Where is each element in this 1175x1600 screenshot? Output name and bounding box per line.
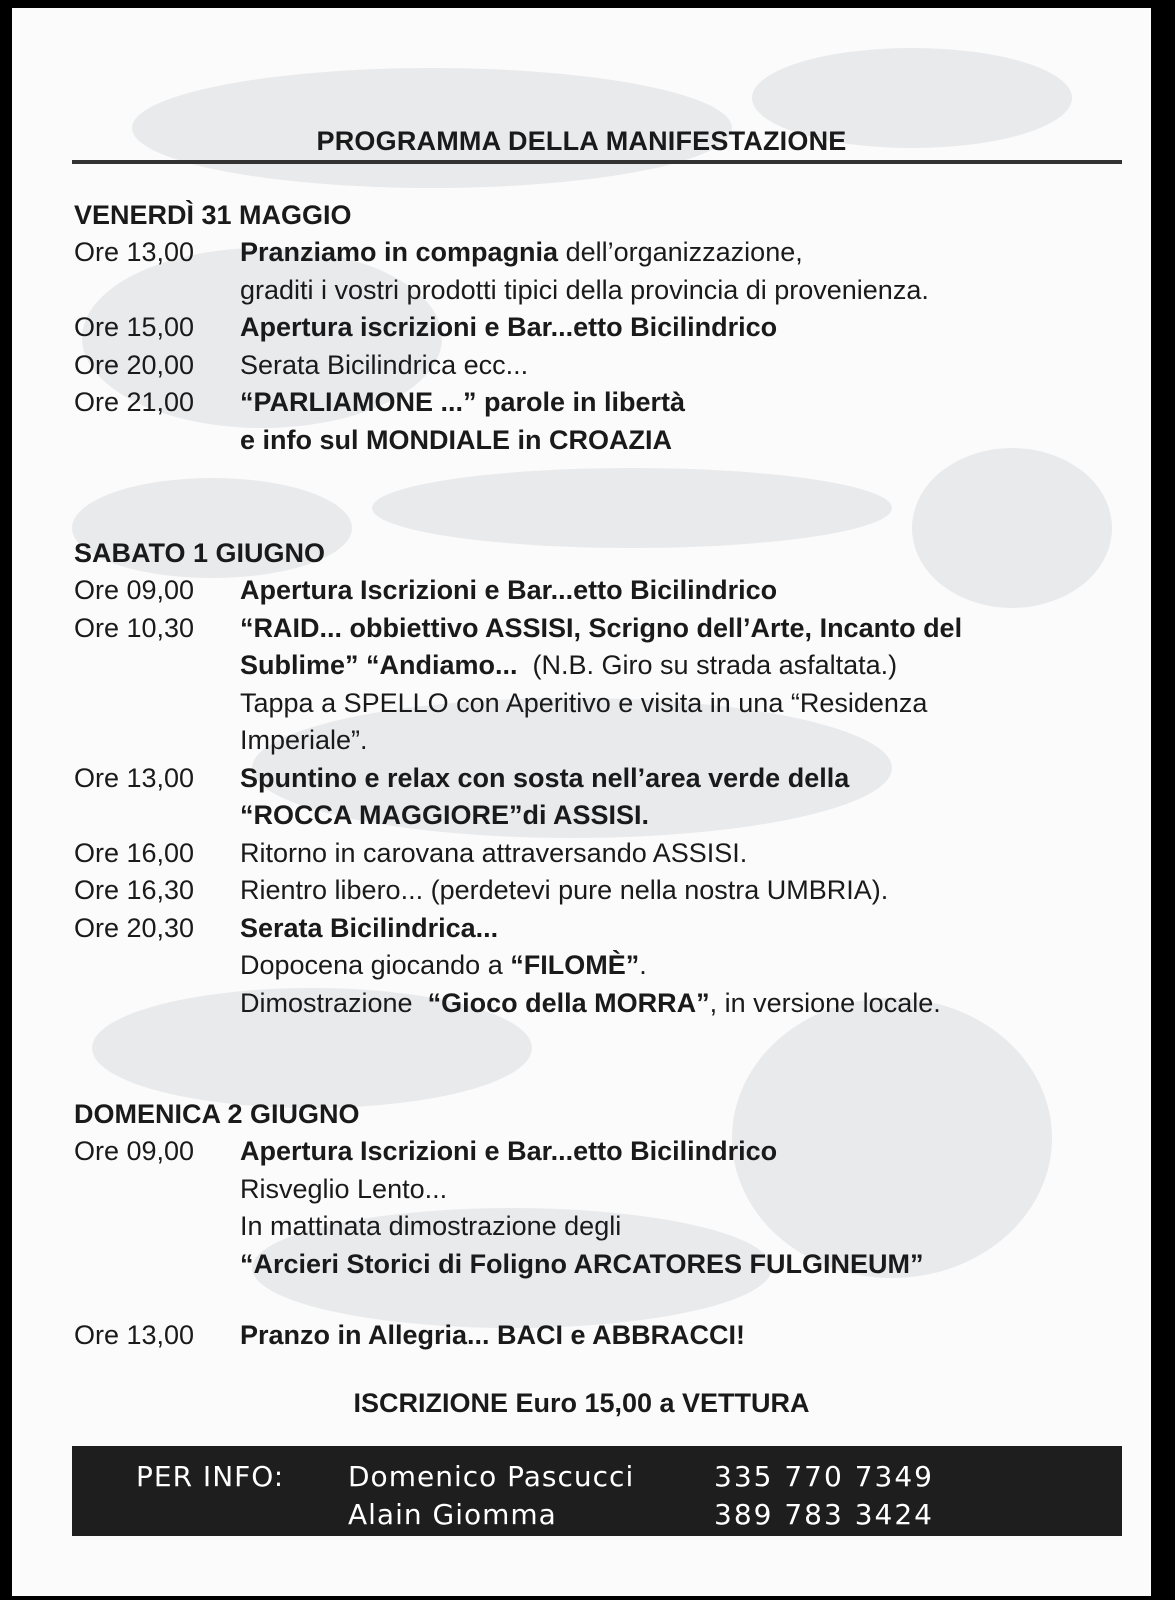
event-row (74, 234, 1134, 309)
contact-phone[interactable]: 389 783 3424 (714, 1498, 934, 1531)
text-segment: Spuntino e relax con sosta nell’area verde della (240, 762, 850, 793)
event-time: Ore 13,00 (74, 237, 195, 267)
description-line (240, 1133, 1134, 1171)
text-segment: “RAID... obbiettivo ASSISI, Scrigno dell’Arte, Incanto del (240, 612, 963, 643)
description-line (240, 1171, 1134, 1209)
description-line (240, 910, 1134, 948)
text-segment: “FILOMÈ” (510, 950, 640, 980)
text-segment: Dopocena giocando a (240, 950, 511, 980)
event-description (240, 234, 1134, 309)
text-segment: Imperiale”. (240, 725, 368, 755)
event-time: Ore 16,00 (74, 837, 195, 868)
description-line (240, 985, 1134, 1023)
day-heading: VENERDÌ 31 MAGGIO (74, 200, 352, 230)
description-line (240, 610, 1134, 648)
event-row (74, 910, 1134, 1023)
event-row (74, 572, 1134, 610)
day-section-sunday (74, 1095, 1134, 1355)
day-heading: DOMENICA 2 GIUGNO (74, 1099, 360, 1129)
description-line (240, 384, 1134, 422)
contact-name: Alain Giomma (348, 1498, 557, 1531)
flyer-page (12, 8, 1151, 1596)
event-time: Ore 13,00 (74, 1320, 195, 1350)
text-segment: Sublime” “Andiamo... (240, 650, 518, 680)
description-line (240, 797, 1134, 835)
contact-name: Domenico Pascucci (348, 1460, 635, 1493)
content (12, 8, 1151, 1596)
event-description (240, 309, 1134, 347)
event-description (240, 760, 1134, 835)
text-segment: Rientro libero... (perdetevi pure nella nostra UMBRIA). (240, 875, 889, 905)
info-label: PER INFO: (136, 1460, 285, 1493)
event-row (74, 872, 1134, 910)
event-description (240, 572, 1134, 610)
event-time: Ore 16,30 (74, 875, 195, 905)
description-line (240, 685, 1134, 723)
contact-phone[interactable]: 335 770 7349 (714, 1460, 934, 1493)
text-segment: “Arcieri Storici di Foligno ARCATORES FULGINEUM” (240, 1248, 924, 1279)
text-segment: Apertura iscrizioni e Bar...etto Bicilindrico (240, 312, 778, 342)
text-segment: In mattinata dimostrazione degli (240, 1211, 622, 1241)
event-row (74, 835, 1134, 873)
text-segment: dell’organizzazione, (558, 237, 803, 267)
description-line (240, 234, 1134, 272)
event-row (74, 309, 1134, 347)
description-line (240, 422, 1134, 460)
description-line (240, 309, 1134, 347)
event-description (240, 384, 1134, 459)
events-list (74, 572, 1134, 1022)
text-segment: “Gioco della MORRA” (427, 987, 710, 1018)
description-line (240, 947, 1134, 985)
event-time: Ore 20,00 (74, 349, 195, 380)
event-row (74, 384, 1134, 459)
day-heading: SABATO 1 GIUGNO (74, 538, 326, 568)
description-line (240, 1317, 1134, 1355)
description-line (240, 347, 1134, 385)
event-row (74, 1317, 1134, 1355)
page-title: PROGRAMMA DELLA MANIFESTAZIONE (316, 126, 847, 156)
description-line (240, 760, 1134, 798)
day-section-saturday (74, 534, 1134, 1022)
text-segment: Apertura Iscrizioni e Bar...etto Bicilindrico (240, 1136, 778, 1166)
text-segment: Apertura Iscrizioni e Bar...etto Bicilindrico (240, 575, 778, 605)
event-description (240, 835, 1134, 873)
text-segment: (N.B. Giro su strada asfaltata.) (517, 650, 898, 680)
event-time: Ore 09,00 (74, 575, 195, 605)
event-row (74, 610, 1134, 760)
text-segment: Pranzo in Allegria... BACI e ABBRACCI! (240, 1320, 746, 1350)
description-line (240, 722, 1134, 760)
event-time: Ore 13,00 (74, 762, 195, 793)
events-list (74, 234, 1134, 459)
text-segment: Risveglio Lento... (240, 1173, 448, 1204)
event-time: Ore 21,00 (74, 387, 195, 417)
text-segment: , in versione locale. (709, 987, 941, 1018)
text-segment: “ROCCA MAGGIORE”di ASSISI. (240, 800, 650, 830)
text-segment: Dimostrazione (240, 987, 428, 1018)
event-description (240, 347, 1134, 385)
event-description (240, 1317, 1134, 1355)
registration-fee: ISCRIZIONE Euro 15,00 a VETTURA (353, 1388, 810, 1418)
title-divider (72, 160, 1122, 164)
text-segment: Serata Bicilindrica ecc... (240, 349, 529, 380)
event-time: Ore 10,30 (74, 612, 195, 643)
text-segment: e info sul MONDIALE in CROAZIA (240, 424, 672, 455)
text-segment: Tappa a SPELLO con Aperitivo e visita in una “Residenza (240, 687, 928, 718)
description-line (240, 647, 1134, 685)
text-segment: “PARLIAMONE ...” parole in libertà (240, 387, 686, 417)
event-row (74, 347, 1134, 385)
event-time: Ore 15,00 (74, 312, 195, 342)
event-time: Ore 20,30 (74, 912, 195, 943)
description-line (240, 572, 1134, 610)
description-line (240, 872, 1134, 910)
description-line (240, 835, 1134, 873)
description-line (240, 272, 1134, 310)
text-segment: graditi i vostri prodotti tipici della provincia di provenienza. (240, 274, 929, 305)
description-line (240, 1208, 1134, 1246)
day-section-friday (74, 196, 1134, 459)
event-row (74, 1133, 1134, 1283)
event-time: Ore 09,00 (74, 1136, 195, 1166)
text-segment: . (639, 950, 647, 980)
info-bar (72, 1446, 1122, 1536)
event-description (240, 610, 1134, 760)
event-description (240, 1133, 1134, 1283)
text-segment: Pranziamo in compagnia (240, 237, 559, 267)
event-description (240, 910, 1134, 1023)
text-segment: Ritorno in carovana attraversando ASSISI. (240, 837, 748, 868)
text-segment: Serata Bicilindrica... (240, 912, 499, 943)
events-list (74, 1133, 1134, 1355)
description-line (240, 1246, 1134, 1284)
event-description (240, 872, 1134, 910)
event-row (74, 760, 1134, 835)
